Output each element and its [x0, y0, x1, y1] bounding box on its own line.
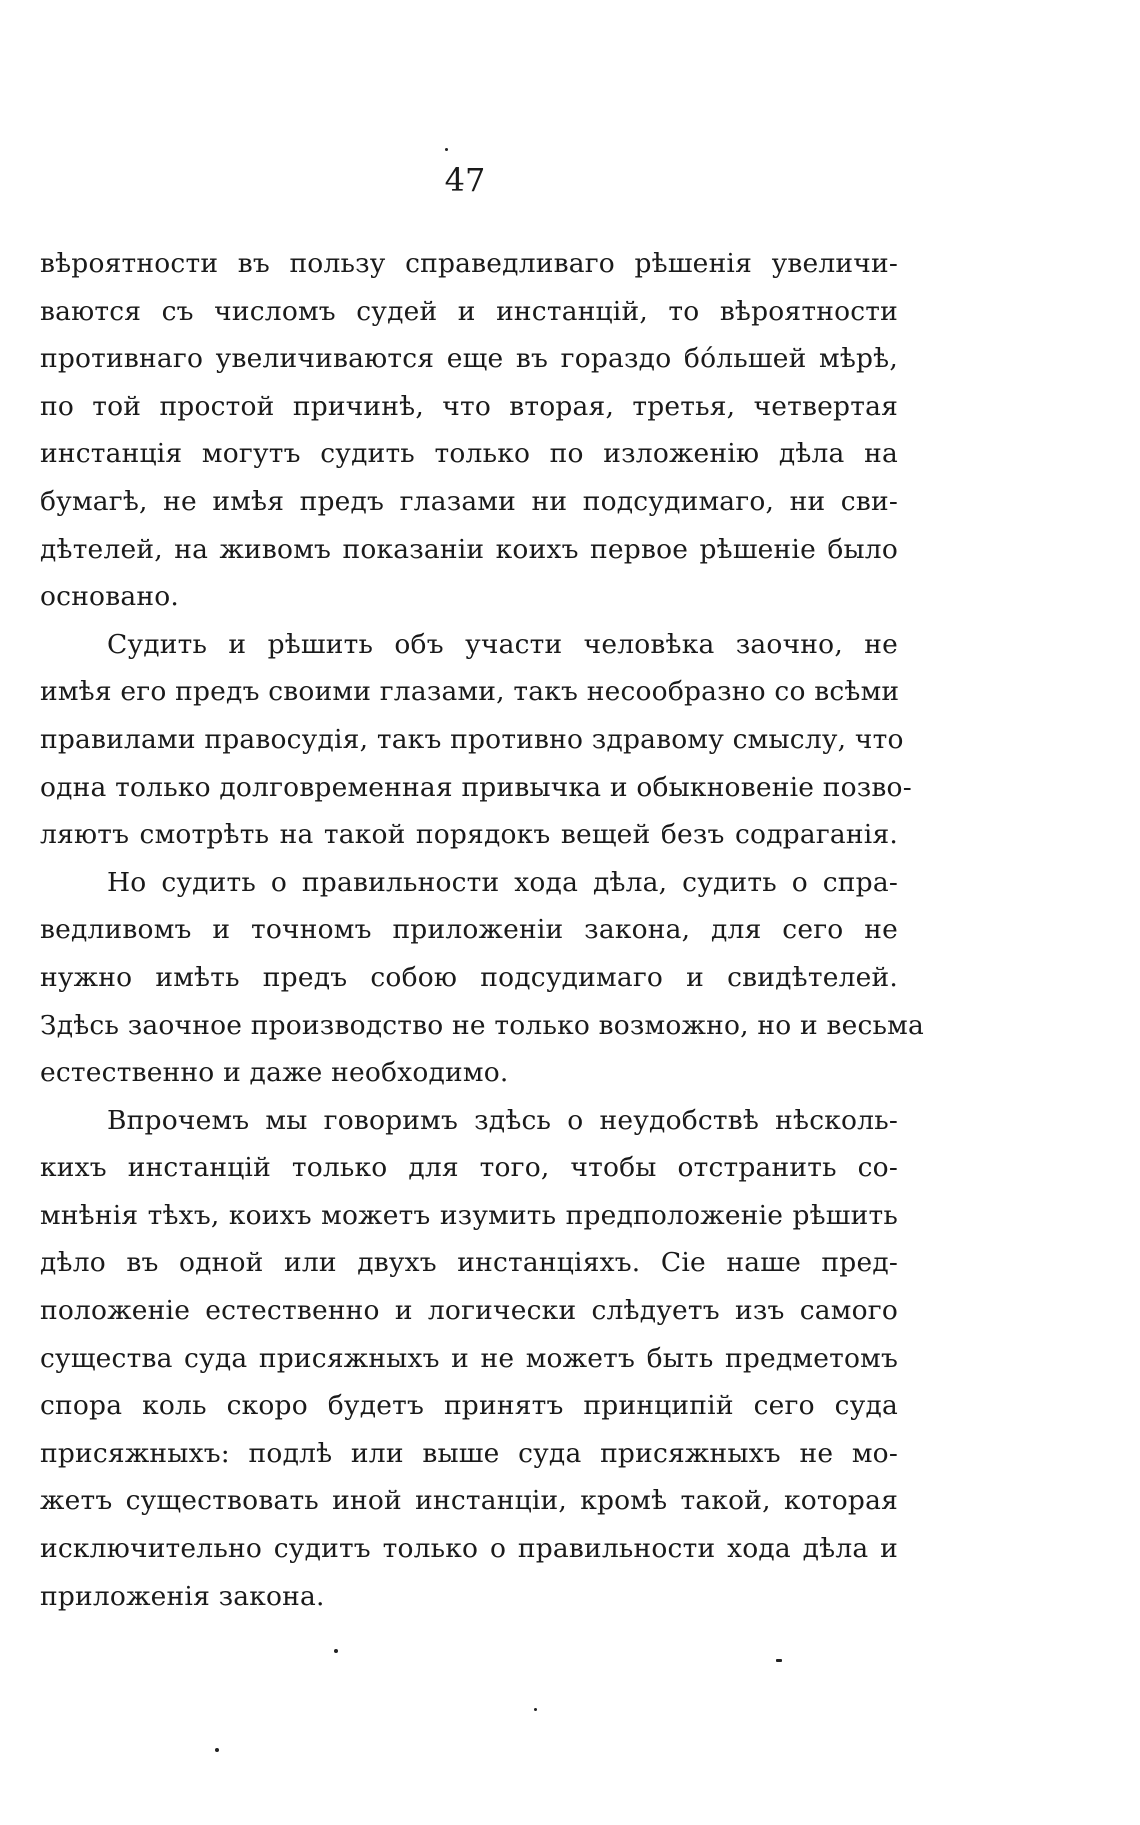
text-line: Здѣсь заочное производство не только возможно, но и весьма: [40, 1009, 924, 1041]
text-line: одна только долговременная привычка и обыкновеніе позво-: [40, 771, 912, 803]
text-line: противнаго увеличиваются еще въ гораздо бо́льшей мѣрѣ,: [40, 343, 898, 375]
text-line: кихъ инстанцій только для того, чтобы отстранить со-: [40, 1152, 898, 1184]
body-text: [40, 240, 924, 1620]
text-line: ляютъ смотрѣть на такой порядокъ вещей безъ содраганія.: [40, 819, 898, 851]
scan-speck: [776, 1659, 782, 1662]
paragraph: [40, 621, 912, 859]
text-line: существа суда присяжныхъ и не можетъ быть предметомъ: [40, 1342, 898, 1374]
text-line: инстанція могутъ судить только по изложенію дѣла на: [40, 438, 898, 470]
text-line: вѣроятности въ пользу справедливаго рѣшенія увеличи-: [40, 248, 898, 279]
text-line: спора коль скоро будетъ принятъ принципій сего суда: [40, 1390, 898, 1422]
text-line: исключительно судитъ только о правильности хода дѣла и: [40, 1533, 898, 1565]
text-line: по той простой причинѣ, что вторая, третья, четвертая: [40, 390, 898, 422]
text-line: мнѣнія тѣхъ, коихъ можетъ изумить предположеніе рѣшить: [40, 1199, 898, 1231]
text-line: Впрочемъ мы говоримъ здѣсь о неудобствѣ нѣсколь-: [107, 1104, 898, 1136]
text-line: положеніе естественно и логически слѣдуетъ изъ самого: [40, 1295, 898, 1327]
paragraph: [40, 1097, 898, 1621]
text-line: дѣтелей, на живомъ показаніи коихъ первое рѣшеніе было: [40, 533, 898, 565]
paragraph: [40, 859, 924, 1097]
text-line: жетъ существовать иной инстанціи, кромѣ такой, которая: [40, 1485, 898, 1517]
page-number: 47: [444, 161, 486, 199]
text-line: ведливомъ и точномъ приложеніи закона, для сего не: [40, 914, 898, 946]
text-line: основано.: [40, 581, 179, 613]
paragraph: [40, 240, 898, 621]
text-line: дѣло въ одной или двухъ инстанціяхъ. Сіе наше пред-: [40, 1247, 898, 1279]
scan-speck: [445, 148, 448, 151]
scan-speck: [334, 1649, 338, 1653]
text-line: правилами правосудія, такъ противно здравому смыслу, что: [40, 723, 904, 755]
scan-speck: [534, 1708, 537, 1711]
text-line: присяжныхъ: подлѣ или выше суда присяжныхъ не мо-: [40, 1437, 898, 1469]
text-line: Судить и рѣшить объ участи человѣка заочно, не: [107, 628, 898, 660]
text-line: ваются съ числомъ судей и инстанцій, то вѣроятности: [40, 295, 898, 327]
text-line: естественно и даже необходимо.: [40, 1057, 509, 1089]
text-line: приложенія закона.: [40, 1580, 325, 1612]
text-line: бумагѣ, не имѣя предъ глазами ни подсудимаго, ни сви-: [40, 485, 898, 517]
text-line: нужно имѣть предъ собою подсудимаго и свидѣтелей.: [40, 961, 898, 993]
text-line: имѣя его предъ своими глазами, такъ несообразно со всѣми: [40, 676, 900, 708]
scan-speck: [215, 1748, 219, 1752]
text-line: Но судить о правильности хода дѣла, судить о спра-: [107, 866, 898, 898]
